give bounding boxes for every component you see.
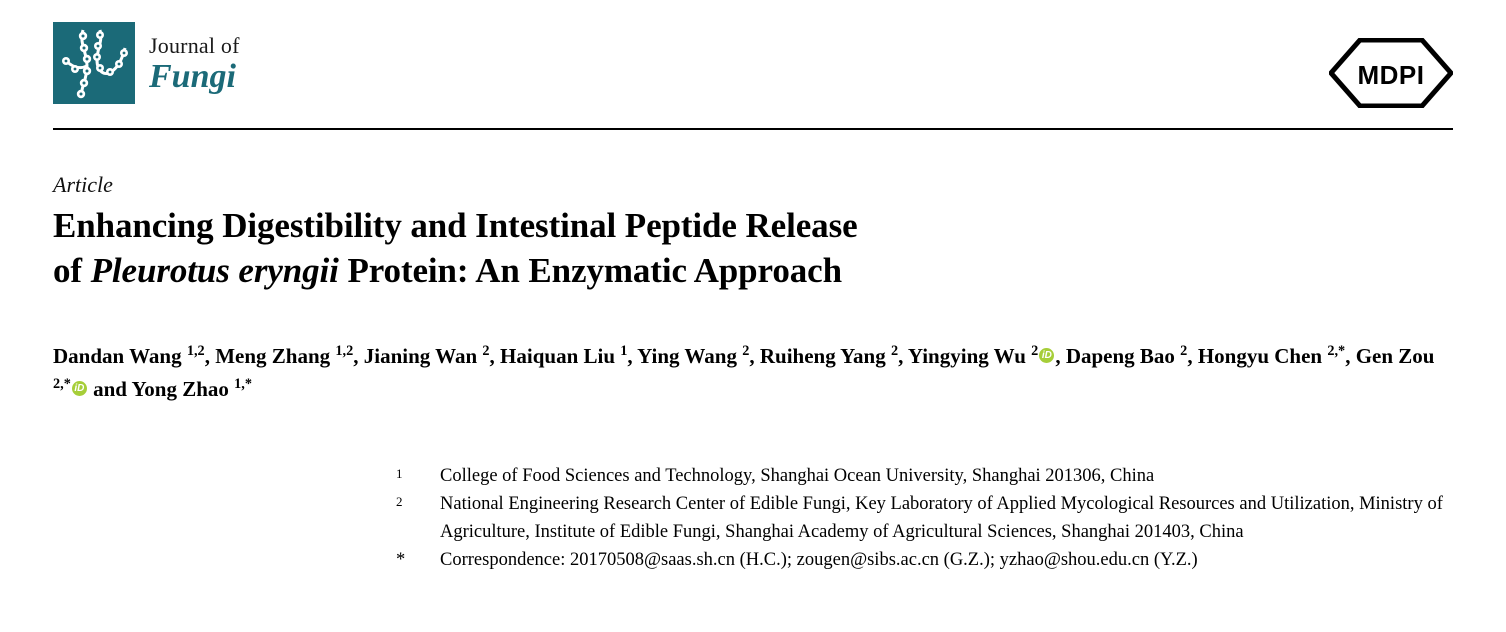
affiliation-marker: 2 bbox=[396, 494, 403, 510]
author-separator: , bbox=[1345, 344, 1356, 368]
author-separator: , bbox=[1187, 344, 1198, 368]
affiliation-text: Correspondence: 20170508@saas.sh.cn (H.C.); zougen@sibs.ac.cn (G.Z.); yzhao@shou.edu.cn (Y.Z.) bbox=[440, 550, 1198, 571]
author-separator: and bbox=[87, 376, 132, 401]
author-affiliation-marker: 2 bbox=[482, 343, 490, 359]
author-affiliation-marker: 2 bbox=[890, 343, 899, 359]
author-affiliation-marker: 1,2 bbox=[335, 343, 354, 359]
page-header bbox=[53, 22, 1453, 122]
affiliation-marker: 1 bbox=[396, 466, 403, 481]
author-affiliation-marker: 1,2 bbox=[186, 343, 205, 359]
author-name: Jianing Wan bbox=[363, 344, 483, 368]
title-line2-suffix: Protein: An Enzymatic Approach bbox=[338, 250, 842, 290]
svg-text:MDPI: MDPI bbox=[1357, 60, 1425, 90]
author-separator: , bbox=[1055, 344, 1066, 368]
fungi-mycelium-icon bbox=[53, 22, 135, 104]
author-name: Ruiheng Yang bbox=[759, 344, 891, 368]
author-name: Gen Zou bbox=[1355, 344, 1435, 368]
mdpi-logo bbox=[1329, 38, 1453, 108]
orcid-icon[interactable]: iD bbox=[72, 381, 87, 396]
article-type-label: Article bbox=[53, 172, 113, 197]
author-name: Dapeng Bao bbox=[1065, 344, 1181, 368]
affiliation-row bbox=[396, 546, 1466, 574]
header-divider bbox=[53, 128, 1453, 130]
author-separator: , bbox=[749, 344, 760, 368]
journal-title bbox=[149, 22, 240, 95]
author-name: Yingying Wu bbox=[907, 344, 1032, 368]
author-affiliation-marker: 1 bbox=[620, 343, 628, 359]
author-separator: , bbox=[489, 344, 501, 368]
title-line1: Enhancing Digestibility and Intestinal Peptide Release bbox=[53, 206, 858, 245]
author-separator: , bbox=[627, 344, 638, 368]
author-list bbox=[53, 340, 1443, 405]
author-separator: , bbox=[353, 344, 364, 368]
journal-title-line2: Fungi bbox=[149, 58, 236, 96]
affiliation-row bbox=[396, 462, 1466, 490]
author-name: Haiquan Liu bbox=[500, 344, 621, 368]
author-affiliation-marker: 2,* bbox=[53, 375, 71, 392]
author-affiliation-marker: 2 bbox=[1180, 343, 1188, 359]
affiliation-text: National Engineering Research Center of Edible Fungi, Key Laboratory of Applied Mycological Resources and Utilization, Ministry of Agriculture, Institute of Edible Fungi, Shanghai Academy of Agricultural Sciences, Shanghai 201403, China bbox=[440, 494, 1443, 543]
title-line2-prefix: of bbox=[53, 250, 91, 290]
author-separator: , bbox=[204, 344, 216, 368]
title-species-name: Pleurotus eryngii bbox=[90, 250, 339, 290]
affiliation-marker: * bbox=[396, 550, 406, 571]
affiliation-text: College of Food Sciences and Technology, Shanghai Ocean University, Shanghai 201306, China bbox=[440, 466, 1155, 486]
author-separator: , bbox=[898, 344, 908, 368]
author-affiliation-marker: 2,* bbox=[1327, 343, 1346, 359]
journal-title-line1: Journal of bbox=[149, 33, 240, 58]
author-affiliation-marker: 1,* bbox=[234, 375, 252, 392]
page-title bbox=[53, 204, 1393, 294]
author-name: Yong Zhao bbox=[131, 376, 235, 401]
author-name: Meng Zhang bbox=[215, 344, 336, 368]
author-name: Hongyu Chen bbox=[1197, 344, 1328, 368]
author-name: Ying Wang bbox=[637, 344, 743, 368]
author-name: Dandan Wang bbox=[53, 344, 187, 368]
author-affiliation-marker: 2 bbox=[1031, 343, 1039, 359]
journal-logo bbox=[53, 22, 240, 104]
affiliation-list bbox=[396, 462, 1466, 574]
orcid-icon[interactable]: iD bbox=[1039, 348, 1054, 363]
affiliation-row bbox=[396, 490, 1466, 546]
author-affiliation-marker: 2 bbox=[742, 343, 750, 359]
